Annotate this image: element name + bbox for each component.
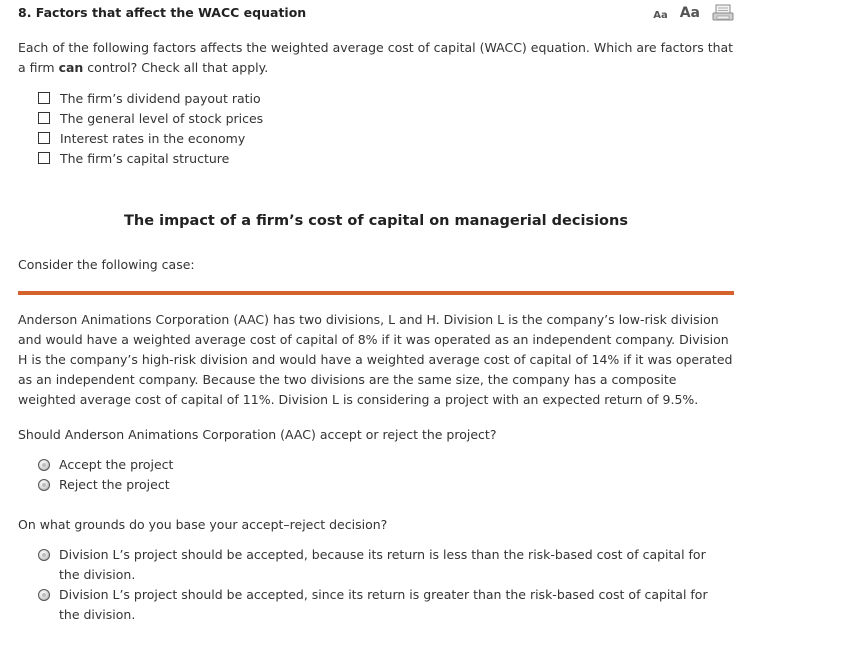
checkbox-label: Interest rates in the economy [60, 130, 246, 146]
question-accept-reject: Should Anderson Animations Corporation (AAC) accept or reject the project? [18, 427, 497, 442]
radio-label: Division L’s project should be accepted, since its return is greater than the risk-based cost of capital for the division. [59, 587, 708, 622]
prompt-end: control? Check all that apply. [83, 60, 269, 75]
prompt-start: Each of the following factors affects the weighted average cost of capital (WACC) equation. Which are factors that a firm [18, 40, 734, 75]
radio-label: Accept the project [59, 457, 174, 472]
radio-option[interactable] [38, 545, 719, 585]
font-size-small-button[interactable]: Aa [653, 9, 668, 21]
radio-option[interactable] [38, 455, 173, 475]
case-text: Anderson Animations Corporation (AAC) has two divisions, L and H. Division L is the company’s low-risk division and would have a weighted average cost of capital of 8% if it was operated as an independent company. Division H is the company’s high-risk division and would have a weighted average cost of capital of 14% if it was operated as an independent company. Because the two divisions are the same size, the company has a composite weighted average cost of capital of 11%. Division L is considering a project with an expected return of 9.5%. [18, 312, 733, 407]
toolbar [653, 4, 734, 22]
radio-button[interactable] [38, 459, 50, 471]
divider [18, 291, 734, 295]
radio-label: Division L’s project should be accepted, because its return is less than the risk-based cost of capital for the division. [59, 547, 706, 582]
radio-group-decision [38, 455, 173, 495]
radio-group-grounds [38, 545, 719, 625]
checkbox-label: The firm’s dividend payout ratio [60, 90, 261, 106]
checkbox-label: The firm’s capital structure [60, 150, 230, 166]
radio-button[interactable] [38, 479, 50, 491]
checkbox-list [38, 88, 263, 168]
checkbox[interactable] [38, 132, 50, 144]
question-prompt [18, 38, 734, 78]
radio-button[interactable] [38, 589, 50, 601]
radio-option[interactable] [38, 475, 173, 495]
question-grounds: On what grounds do you base your accept–reject decision? [18, 517, 388, 532]
print-icon[interactable] [712, 4, 734, 22]
font-size-large-button[interactable]: Aa [679, 5, 700, 21]
checkbox[interactable] [38, 112, 50, 124]
radio-option[interactable] [38, 585, 719, 625]
checkbox-option[interactable] [38, 148, 263, 168]
checkbox[interactable] [38, 92, 50, 104]
checkbox-option[interactable] [38, 88, 263, 108]
section-title: The impact of a firm’s cost of capital on managerial decisions [124, 213, 628, 229]
radio-button[interactable] [38, 549, 50, 561]
checkbox[interactable] [38, 152, 50, 164]
question-title: 8. Factors that affect the WACC equation [18, 5, 307, 20]
checkbox-option[interactable] [38, 108, 263, 128]
checkbox-option[interactable] [38, 128, 263, 148]
radio-label: Reject the project [59, 477, 170, 492]
prompt-bold: can [58, 60, 84, 75]
case-intro: Consider the following case: [18, 257, 195, 272]
checkbox-label: The general level of stock prices [60, 110, 264, 126]
